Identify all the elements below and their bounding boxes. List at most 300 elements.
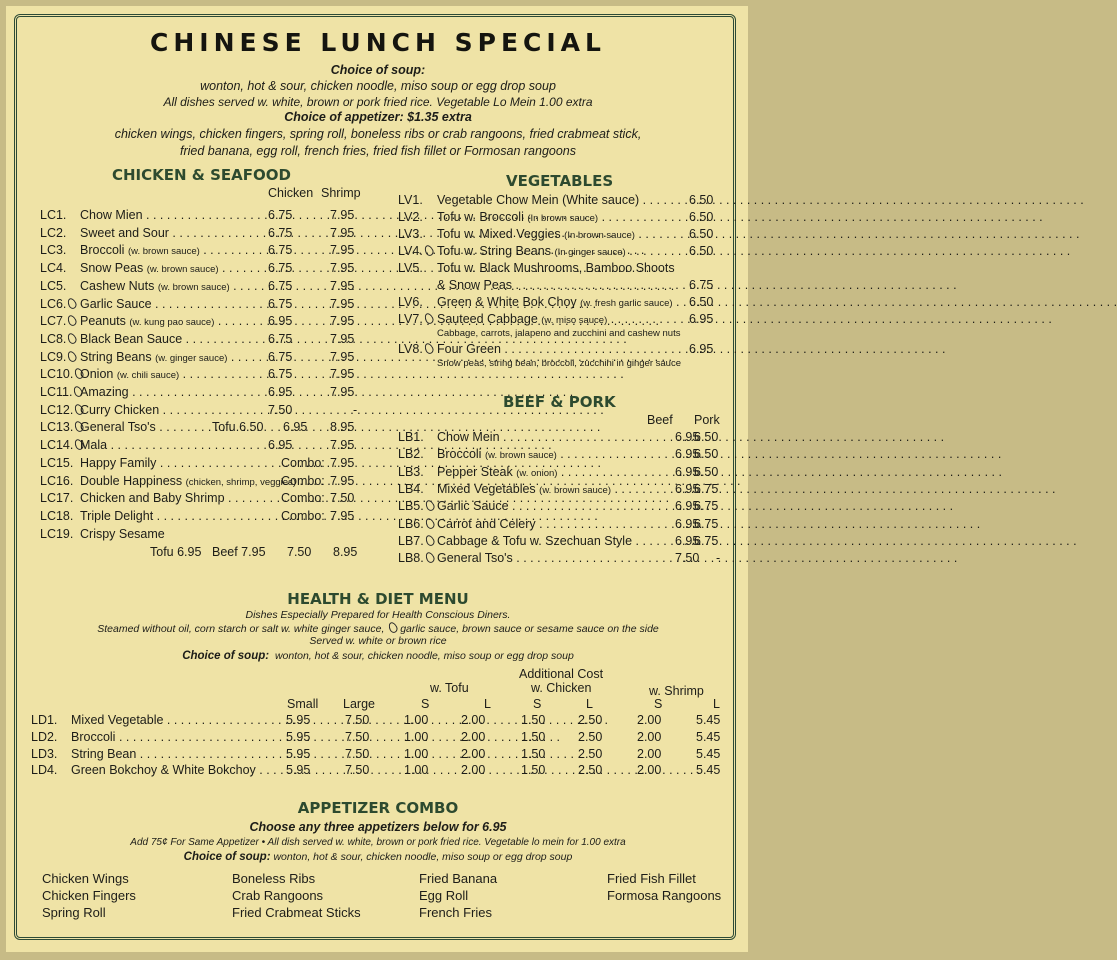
- beef-column-header: Beef: [647, 413, 673, 427]
- item-note: (w. brown sauce): [157, 281, 230, 293]
- health-desc-1: Dishes Especially Prepared for Health Conscious Diners.: [245, 609, 511, 621]
- item-code: LB5.: [398, 499, 434, 513]
- item-note: (w. fresh garlic sauce): [580, 298, 673, 309]
- crispy-sesame-prices: [150, 545, 370, 562]
- item-title: Peanuts: [80, 314, 126, 329]
- pork-price: 6.75: [694, 516, 719, 531]
- menu-item-lc13: [40, 420, 370, 437]
- menu-item-lc1: [40, 208, 370, 225]
- item-name: [71, 730, 285, 744]
- item-code: LV4.: [398, 244, 433, 258]
- combo-soup-label: Choice of soup:: [183, 851, 271, 863]
- menu-item-lc5: [40, 279, 370, 296]
- item-code: LD2.: [31, 729, 58, 744]
- menu-item-lc9: [40, 350, 370, 367]
- chicken-header: w. Chicken: [531, 681, 592, 695]
- health-desc-2: [0, 622, 756, 635]
- shrimp-price: 7.95: [330, 296, 355, 311]
- diet-price-small: 5.95: [286, 713, 311, 727]
- item-title: Sauteed Cabbage: [437, 312, 538, 326]
- beef-pork-heading: BEEF & PORK: [503, 393, 616, 411]
- beef-item-lb6: [398, 517, 723, 534]
- diet-price-ss: 2.00: [637, 713, 662, 727]
- item-code: LV8.: [398, 342, 433, 356]
- chili-pepper-icon: [66, 314, 78, 327]
- shrimp-column-header: Shrimp: [321, 186, 361, 200]
- appetizer-choice-label: Choice of appetizer: $1.35 extra: [284, 110, 472, 124]
- menu-item-lc15: [40, 456, 370, 473]
- diet-price-sl: 5.45: [696, 729, 721, 744]
- item-title: Mala: [80, 438, 108, 453]
- shrimp-price: 7.95: [330, 508, 355, 523]
- diet-price-large: 7.50: [345, 729, 370, 744]
- chili-pepper-icon: [424, 534, 436, 547]
- chicken-price: Combo:: [281, 508, 325, 523]
- shrimp-price: 8.95: [330, 420, 355, 435]
- item-title: Vegetable Chow Mein (White sauce): [437, 193, 640, 207]
- beef-price: 6.95: [675, 430, 700, 444]
- item-title: Tofu w. Broccoli: [437, 210, 524, 224]
- item-code: LC2.: [40, 225, 67, 240]
- item-title: Mixed Vegetable: [71, 713, 164, 727]
- chicken-price: 6.75: [268, 331, 293, 346]
- item-title: General Tso's: [80, 420, 156, 435]
- item-code: LV6.: [398, 295, 423, 309]
- item-note: (w. brown sauce): [484, 450, 557, 462]
- diet-price-sl: 5.45: [696, 746, 721, 761]
- item-name: [437, 193, 689, 207]
- chicken-price: 6.75: [268, 261, 293, 276]
- combo-appetizer-item: Boneless Ribs: [232, 871, 316, 886]
- item-name: [437, 210, 689, 224]
- item-code: LC15.: [40, 455, 74, 470]
- item-title: Cashew Nuts: [80, 278, 155, 293]
- item-code: LB7.: [398, 534, 434, 548]
- veg-item-lv7: [398, 312, 723, 329]
- item-note: (w. miso sauce): [541, 315, 608, 326]
- chicken-price: 6.75: [268, 349, 293, 364]
- item-code: LV2.: [398, 210, 423, 224]
- item-title: Snow Peas: [80, 261, 144, 276]
- item-code: LC4.: [40, 261, 67, 276]
- lv7-description: Cabbage, carrots, jalapeno and zucchini and cashew nuts: [437, 328, 681, 339]
- item-name: [437, 342, 689, 356]
- item-code: LC3.: [40, 243, 67, 258]
- beef-item-lb1: [398, 430, 723, 447]
- shrimp-price: 7.95: [330, 438, 355, 453]
- shrimp-price: 7.95: [330, 261, 355, 276]
- diet-price-cl: 2.50: [578, 729, 603, 744]
- appetizer-options-1: chicken wings, chicken fingers, spring roll, boneless ribs or crab rangoons, fried crabmeat stick,: [114, 127, 642, 141]
- tofu-s-header: S: [421, 697, 430, 711]
- soup-choice-label: Choice of soup:: [330, 63, 426, 77]
- chicken-price: 6.95: [268, 438, 293, 453]
- item-code: LC13.: [40, 420, 83, 434]
- diet-price-cs: 1.50: [521, 729, 546, 744]
- beef-item-lb5: [398, 499, 723, 516]
- beef-price: 6.95: [675, 533, 700, 548]
- health-desc-2b: garlic sauce, brown sauce or sesame sauce on the side: [400, 623, 659, 635]
- item-title: Onion: [80, 367, 114, 382]
- item-title: String Beans: [80, 349, 152, 364]
- tofu-header: w. Tofu: [430, 681, 469, 695]
- item-code: LV3.: [398, 227, 423, 241]
- item-code: LC14.: [40, 438, 83, 452]
- beef-item-lb2: [398, 447, 723, 464]
- item-code: LD4.: [31, 763, 58, 778]
- item-title: Curry Chicken: [80, 402, 160, 417]
- diet-item-ld1: [0, 713, 740, 730]
- item-code: LC8.: [40, 332, 76, 346]
- menu-item-lc17: [40, 491, 370, 508]
- veg-price: 6.50: [689, 244, 714, 258]
- crispy-shrimp-price: 8.95: [333, 545, 358, 559]
- item-code: LC5.: [40, 278, 67, 293]
- item-title: Amazing: [80, 385, 129, 399]
- chili-pepper-icon: [423, 312, 435, 325]
- chicken-price: 6.95: [268, 385, 293, 399]
- item-title: Broccoli: [80, 243, 125, 258]
- beef-price: 7.50: [675, 551, 700, 566]
- pork-price: 6.75: [694, 481, 719, 496]
- item-title: Carrot and Celery: [437, 516, 536, 531]
- combo-appetizer-item: Fried Banana: [419, 871, 498, 886]
- chili-pepper-icon: [423, 342, 435, 355]
- chili-pepper-icon: [424, 499, 436, 512]
- diet-item-ld4: [0, 763, 740, 780]
- item-code: LC19.: [40, 526, 74, 541]
- chicken-price: Combo:: [281, 491, 325, 506]
- item-name: [437, 447, 674, 461]
- diet-price-cl: 2.50: [578, 746, 603, 761]
- beef-item-lb3: [398, 465, 723, 482]
- item-title: Cabbage & Tofu w. Szechuan Style: [437, 533, 633, 548]
- menu-item-lc19: [40, 527, 370, 544]
- chili-pepper-icon: [66, 332, 78, 345]
- beef-item-lb4: [398, 482, 723, 499]
- item-name: [437, 551, 674, 565]
- item-name: [71, 747, 285, 761]
- item-note: (w. ginger sauce): [155, 352, 228, 364]
- item-name: [437, 244, 689, 258]
- item-name: [71, 713, 285, 727]
- shrimp-price: 7.95: [330, 349, 355, 364]
- item-title: Four Green: [437, 342, 501, 356]
- health-soup-label: Choice of soup:: [182, 650, 270, 662]
- item-name: [437, 261, 722, 275]
- crispy-tofu-price: Tofu 6.95: [150, 545, 202, 559]
- beef-price: 6.95: [675, 516, 700, 531]
- item-title: Mixed Vegetables: [437, 481, 536, 496]
- menu-item-lc2: [40, 226, 370, 243]
- combo-appetizer-item: Egg Roll: [419, 888, 469, 903]
- diet-price-small: 5.95: [286, 746, 311, 761]
- vegetables-heading: VEGETABLES: [506, 172, 614, 190]
- item-title: Garlic Sauce: [437, 499, 509, 514]
- menu-item-lc14: [40, 438, 370, 455]
- item-title: String Bean: [71, 746, 137, 761]
- health-soup-options: wonton, hot & sour, chicken noodle, miso soup or egg drop soup: [274, 650, 574, 662]
- item-code: LB4.: [398, 481, 424, 496]
- item-note: (w. brown sauce): [127, 246, 200, 258]
- item-title: Triple Delight: [80, 508, 154, 523]
- shrimp-price: 7.95: [330, 367, 355, 382]
- item-note: (w. brown sauce): [539, 484, 611, 496]
- item-name: [80, 527, 280, 541]
- diet-price-cs: 1.50: [521, 746, 546, 761]
- diet-item-ld2: [0, 730, 740, 747]
- item-code: LC11.: [40, 385, 82, 399]
- combo-soup-line: [0, 851, 756, 863]
- combo-appetizer-item: Formosa Rangoons: [607, 888, 722, 903]
- chicken-price: 7.50: [268, 402, 293, 417]
- combo-appetizer-item: Fried Fish Fillet: [607, 871, 696, 886]
- chili-pepper-icon: [66, 349, 78, 362]
- diet-price-ts: 1.00: [404, 713, 429, 727]
- item-note: (w. chili sauce): [116, 370, 180, 382]
- item-code: LC1.: [40, 208, 67, 222]
- item-code: LC10.: [40, 367, 83, 381]
- shrimp-price: 7.95: [330, 243, 355, 258]
- item-title: Chicken and Baby Shrimp: [80, 491, 225, 506]
- veg-item-lv8: [398, 342, 723, 359]
- veg-item-lv5-cont: [398, 278, 723, 295]
- chili-pepper-icon: [424, 516, 436, 529]
- veg-price: 6.95: [689, 312, 714, 326]
- item-name: [80, 509, 280, 523]
- menu-item-lc10: [40, 367, 370, 384]
- item-note: (chicken, shrimp, veggies): [185, 476, 296, 488]
- chicken-column-header: Chicken: [268, 186, 314, 200]
- combo-appetizer-item: Chicken Fingers: [42, 888, 136, 903]
- item-title: Green & White Bok Choy: [437, 295, 577, 309]
- diet-item-ld3: [0, 747, 740, 764]
- menu-item-lc12: [40, 403, 370, 420]
- item-title: Tofu w. Mixed Veggies: [437, 227, 561, 241]
- shrimp-price: 7.95: [330, 331, 355, 346]
- veg-price: 6.50: [689, 295, 714, 309]
- item-note: (w. kung pao sauce): [129, 317, 215, 329]
- chicken-price: Combo:: [281, 455, 325, 470]
- item-code: LB3.: [398, 464, 424, 479]
- item-name: [437, 278, 689, 292]
- lv8-description: Snow peas, string bean, broccoli, zucchini in ginger sauce: [437, 358, 681, 369]
- item-note: (w. brown sauce): [146, 264, 219, 276]
- additional-cost-header: Additional Cost: [519, 667, 604, 681]
- diet-price-large: 7.50: [345, 763, 370, 778]
- item-code: LD3.: [31, 746, 58, 761]
- item-code: LC18.: [40, 508, 74, 523]
- veg-item-lv2: [398, 210, 723, 227]
- item-name: [437, 499, 674, 513]
- diet-price-cs: 1.50: [521, 763, 546, 778]
- combo-soup-options: wonton, hot & sour, chicken noodle, miso soup or egg drop soup: [273, 851, 573, 863]
- chicken-price: 6.95: [268, 314, 293, 329]
- item-name: [437, 295, 689, 309]
- item-note: (In brown sauce): [527, 213, 599, 224]
- diet-price-ss: 2.00: [637, 746, 662, 761]
- chicken-price: Combo:: [281, 473, 325, 488]
- item-title: Broccoli: [71, 729, 116, 744]
- shrimp-price: 7.95: [330, 208, 355, 222]
- combo-subtitle: Choose any three appetizers below for 6.95: [249, 820, 507, 834]
- pork-price: 6.50: [694, 430, 719, 444]
- chicken-price: 6.75: [268, 208, 293, 222]
- chili-pepper-icon: [387, 621, 399, 634]
- health-diet-heading: HEALTH & DIET MENU: [287, 590, 469, 608]
- beef-price: 6.95: [675, 447, 700, 462]
- chili-pepper-icon: [423, 244, 435, 257]
- diet-price-ts: 1.00: [404, 746, 429, 761]
- item-title: & Snow Peas: [437, 278, 513, 292]
- diet-price-tl: 2.00: [461, 746, 486, 761]
- item-code: LC16.: [40, 473, 74, 488]
- shrimp-price: -: [353, 402, 358, 417]
- diet-price-ss: 2.00: [637, 763, 662, 778]
- item-name: [437, 312, 689, 326]
- item-title: Green Bokchoy & White Bokchoy: [71, 763, 256, 778]
- shrimp-s-header: S: [654, 697, 663, 711]
- pork-price: 6.75: [694, 533, 719, 548]
- diet-price-cl: 2.50: [578, 713, 603, 727]
- chicken-price: 6.75: [268, 225, 293, 240]
- item-title: Pepper Steak: [437, 464, 513, 479]
- beef-item-lb7: [398, 534, 723, 551]
- small-header: Small: [287, 697, 319, 711]
- item-name: [71, 763, 285, 777]
- pork-price: -: [716, 551, 721, 566]
- chicken-price: 6.75: [268, 296, 293, 311]
- rice-note: All dishes served w. white, brown or pork fried rice. Vegetable Lo Mein 1.00 extra: [163, 95, 593, 109]
- diet-price-tl: 2.00: [461, 729, 486, 744]
- beef-item-lb8: [398, 551, 723, 568]
- item-title: Crispy Sesame: [80, 526, 165, 541]
- tofu-price: Tofu 6.50: [212, 420, 264, 435]
- item-name: [437, 482, 674, 496]
- item-code: LV5.: [398, 261, 423, 275]
- shrimp-price: 7.95: [330, 455, 355, 470]
- combo-appetizer-item: Fried Crabmeat Sticks: [232, 905, 361, 920]
- item-code: LB8.: [398, 551, 434, 565]
- chili-pepper-icon: [66, 296, 78, 309]
- tofu-l-header: L: [484, 697, 491, 711]
- shrimp-header: w. Shrimp: [649, 684, 704, 698]
- soup-options: wonton, hot & sour, chicken noodle, miso soup or egg drop soup: [200, 79, 556, 93]
- item-title: Tofu w. String Beans: [437, 244, 551, 258]
- veg-price: 6.50: [689, 193, 714, 207]
- menu-item-lc11: [40, 385, 370, 402]
- item-code: LB1.: [398, 430, 424, 444]
- menu-item-lc3: [40, 243, 370, 260]
- item-name: [437, 430, 674, 444]
- pork-price: 6.50: [694, 464, 719, 479]
- item-name: [80, 456, 280, 470]
- item-note: (In brown sauce): [564, 230, 635, 241]
- diet-price-small: 5.95: [286, 763, 311, 778]
- diet-price-small: 5.95: [286, 729, 311, 744]
- diet-price-ts: 1.00: [404, 729, 429, 744]
- item-title: Black Bean Sauce: [80, 331, 183, 346]
- diet-price-cs: 1.50: [521, 713, 546, 727]
- beef-price: 6.95: [675, 499, 700, 514]
- item-code: LC7.: [40, 314, 76, 328]
- pork-column-header: Pork: [694, 413, 720, 427]
- crispy-beef-price: Beef 7.95: [212, 545, 266, 559]
- item-note: (In ginger sauce): [554, 247, 626, 258]
- crispy-chicken-price: 7.50: [287, 545, 312, 559]
- menu-item-lc16: [40, 474, 370, 491]
- item-code: LC6.: [40, 297, 76, 311]
- item-title: Happy Family: [80, 455, 157, 470]
- item-code: LC12.: [40, 403, 83, 417]
- item-code: LV7.: [398, 312, 433, 326]
- item-code: LC9.: [40, 350, 76, 364]
- combo-appetizer-item: Chicken Wings: [42, 871, 129, 886]
- veg-item-lv1: [398, 193, 723, 210]
- menu-item-lc4: [40, 261, 370, 278]
- item-name: [80, 420, 210, 434]
- item-title: Garlic Sauce: [80, 296, 152, 311]
- menu-title: CHINESE LUNCH SPECIAL: [150, 28, 606, 57]
- veg-item-lv5: [398, 261, 723, 278]
- item-code: LC17.: [40, 491, 74, 506]
- item-code: LB6.: [398, 517, 434, 531]
- pork-price: 6.75: [694, 499, 719, 514]
- item-name: [437, 227, 689, 241]
- veg-item-lv4: [398, 244, 723, 261]
- chicken-price: 6.75: [268, 243, 293, 258]
- health-desc-3: Served w. white or brown rice: [309, 635, 447, 647]
- item-name: [437, 465, 674, 479]
- diet-price-tl: 2.00: [461, 763, 486, 778]
- combo-appetizer-item: Spring Roll: [42, 905, 106, 920]
- diet-price-sl: 5.45: [696, 763, 721, 778]
- item-name: [437, 517, 674, 531]
- item-title: Chow Mien: [80, 208, 143, 222]
- chicken-price: 6.95: [283, 420, 308, 435]
- chicken-s-header: S: [533, 697, 542, 711]
- item-title: Tofu w. Black Mushrooms, Bamboo Shoots: [437, 261, 675, 275]
- large-header: Large: [343, 697, 375, 711]
- menu-item-lc8: [40, 332, 370, 349]
- chicken-l-header: L: [586, 697, 593, 711]
- menu-item-lc6: [40, 297, 370, 314]
- combo-note: Add 75¢ For Same Appetizer • All dish served w. white, brown or pork fried rice. Vegetable lo mein for 1.00 extra: [130, 837, 626, 848]
- veg-price: 6.50: [689, 210, 714, 224]
- health-desc-2a: Steamed without oil, corn starch or salt w. white ginger sauce,: [97, 623, 385, 635]
- shrimp-price: 7.95: [330, 278, 355, 293]
- item-note: (w. onion): [516, 467, 558, 479]
- item-title: Broccoli: [437, 447, 482, 462]
- appetizer-options-2: fried banana, egg roll, french fries, fried fish fillet or Formosan rangoons: [179, 144, 577, 158]
- combo-appetizer-item: Crab Rangoons: [232, 888, 324, 903]
- diet-price-large: 7.50: [345, 713, 370, 727]
- shrimp-price: 7.50: [330, 491, 355, 506]
- item-title: Chow Mein: [437, 430, 500, 444]
- item-code: LV1.: [398, 193, 423, 207]
- chili-pepper-icon: [424, 551, 436, 564]
- veg-item-lv3: [398, 227, 723, 244]
- diet-price-ts: 1.00: [404, 763, 429, 778]
- item-title: Sweet and Sour: [80, 225, 169, 240]
- diet-price-cl: 2.50: [578, 763, 603, 778]
- diet-price-large: 7.50: [345, 746, 370, 761]
- diet-price-tl: 2.00: [461, 713, 486, 727]
- veg-price: 6.50: [689, 227, 714, 241]
- menu-item-lc7: [40, 314, 370, 331]
- shrimp-price: 7.95: [330, 314, 355, 329]
- item-name: [80, 473, 296, 488]
